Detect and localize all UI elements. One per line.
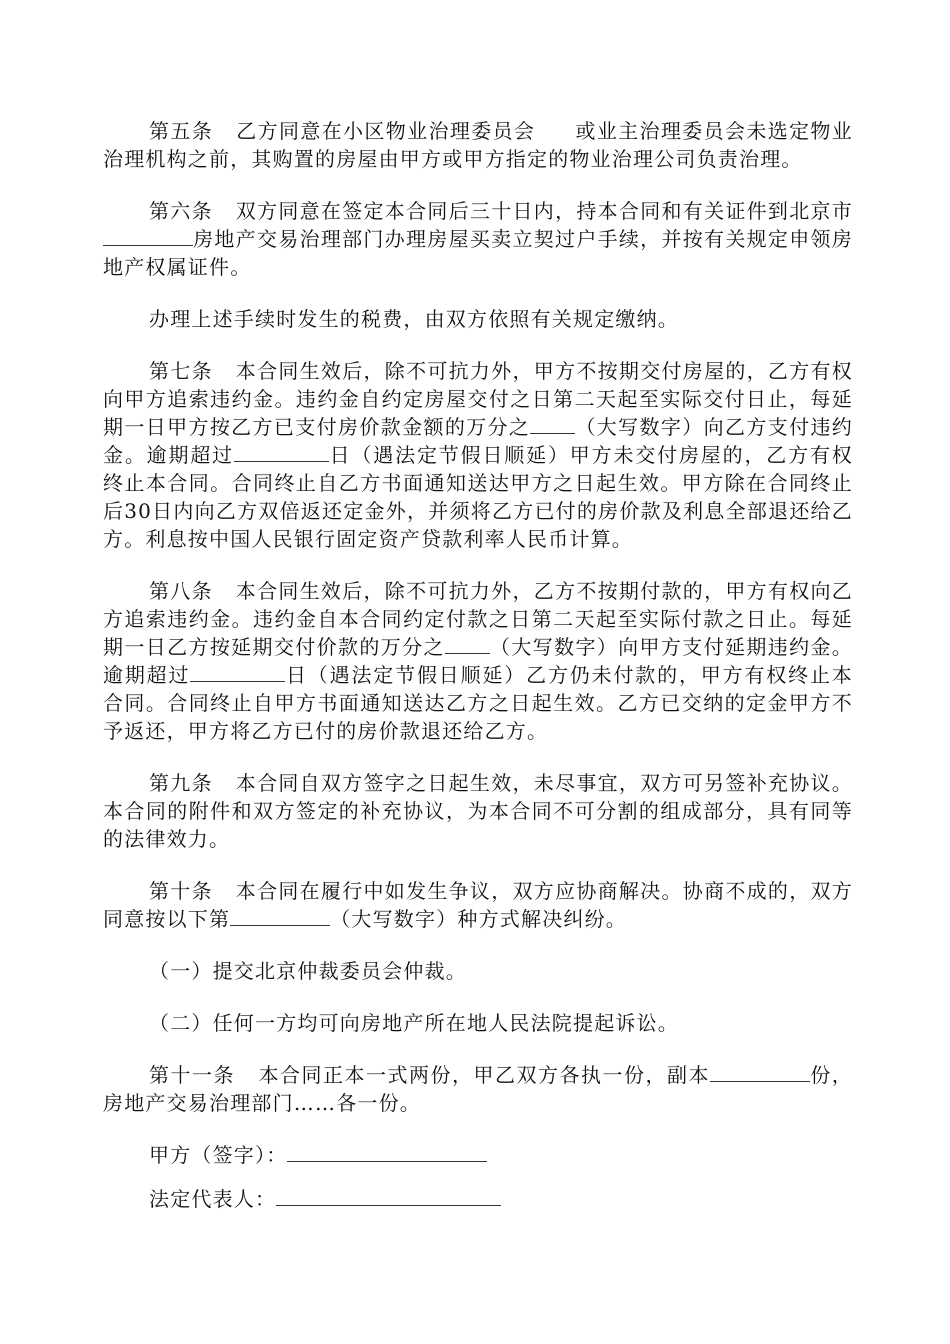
signature-line[interactable] [287,1143,487,1162]
article-9-text-1: 本合同自双方签字之日起生效，未尽事宜，双方可另签补充协议。本合同的附件和双方签定的补充协议，为本合同不可分割的组成部分，具有同等的法律效力。 [103,771,853,851]
article-9 [103,769,853,853]
article-7-text-1: 本合同生效后，除不可抗力外，甲方不按期交付房屋的，乙方有权向甲方追索违约金。违约金自约定房屋交付之日第二天起至实际交付日止，每延期一日甲方按乙方已支付房价款金额的万分之 [103,359,853,439]
option-2-text: （二）任何一方均可向房地产所在地人民法院提起诉讼。 [149,1011,679,1035]
article-9-heading: 第九条 [149,771,213,795]
article-6-heading: 第六条 [149,199,213,223]
tax-clause-text: 办理上述手续时发生的税费，由双方依照有关规定缴纳。 [149,307,679,331]
article-10-text-2: （大写数字）种方式解决纠纷。 [330,907,628,931]
article-10-text-1: 本合同在履行中如发生争议，双方应协商解决。协商不成的，双方同意按以下第 [103,879,853,931]
option-1 [103,957,853,985]
article-8 [103,577,853,745]
article-8-heading: 第八条 [149,579,213,603]
article-11-heading: 第十一条 [149,1063,235,1087]
article-10 [103,877,853,933]
legal-representative [103,1185,853,1213]
signature-line[interactable] [276,1187,501,1206]
contract-page [103,117,853,1229]
article-5-heading: 第五条 [149,119,214,143]
article-7-text-2: （大写数字）向乙方支付违约金。逾期超过 [103,415,854,467]
article-11 [103,1061,853,1117]
fill-blank[interactable] [445,635,490,654]
article-6 [103,197,853,281]
article-8-text-3: 日（遇法定节假日顺延）乙方仍未付款的，甲方有权终止本合同。合同终止自甲方书面通知送达乙方之日起生效。乙方已交纳的定金甲方不予返还，甲方将乙方已付的房价款退还给乙方。 [103,663,853,743]
fill-blank[interactable] [190,663,285,682]
article-11-text-2: 份，房地产交易治理部门……各一份。 [103,1063,853,1115]
fill-blank[interactable] [230,907,330,926]
tax-clause [103,305,853,333]
fill-blank[interactable] [530,415,575,434]
article-8-text-1: 本合同生效后，除不可抗力外，乙方不按期付款的，甲方有权向乙方追索违约金。违约金自本合同约定付款之日第二天起至实际付款之日止。每延期一日乙方按延期交付价款的万分之 [103,579,853,659]
article-8-text-2: （大写数字）向甲方支付延期违约金。逾期超过 [103,635,854,687]
article-5-text-2: 或业主治理委员会未选定物业治理机构之前，其购置的房屋由甲方或甲方指定的物业治理公司负责治理。 [103,119,853,171]
party-a-label: 甲方（签字）： [149,1143,288,1167]
article-7-heading: 第七条 [149,359,213,383]
article-7-text-3: 日（遇法定节假日顺延）甲方未交付房屋的，乙方有权终止本合同。合同终止自乙方书面通知送达甲方之日起生效。甲方除在合同终止后30日内向乙方双倍返还定金外，并须将乙方已付的房价款及利息全部退还给乙方。利息按中国人民银行固定资产贷款利率人民币计算。 [103,443,853,551]
article-5-text-1: 乙方同意在小区物业治理委员会 [236,119,536,143]
fill-blank[interactable] [234,443,329,462]
fill-blank[interactable] [710,1063,810,1082]
article-6-text-2: 房地产交易治理部门办理房屋买卖立契过户手续，并按有关规定申领房地产权属证件。 [103,227,853,279]
party-a-signature [103,1141,853,1169]
article-6-text-1: 双方同意在签定本合同后三十日内，持本合同和有关证件到北京市 [235,199,853,223]
option-2 [103,1009,853,1037]
article-7 [103,357,853,553]
article-10-heading: 第十条 [149,879,213,903]
fill-blank[interactable] [103,227,193,246]
article-5 [103,117,853,173]
legal-rep-label: 法定代表人： [149,1187,277,1211]
option-1-text: （一）提交北京仲裁委员会仲裁。 [149,959,467,983]
article-11-text-1: 本合同正本一式两份，甲乙双方各执一份，副本 [258,1063,710,1087]
